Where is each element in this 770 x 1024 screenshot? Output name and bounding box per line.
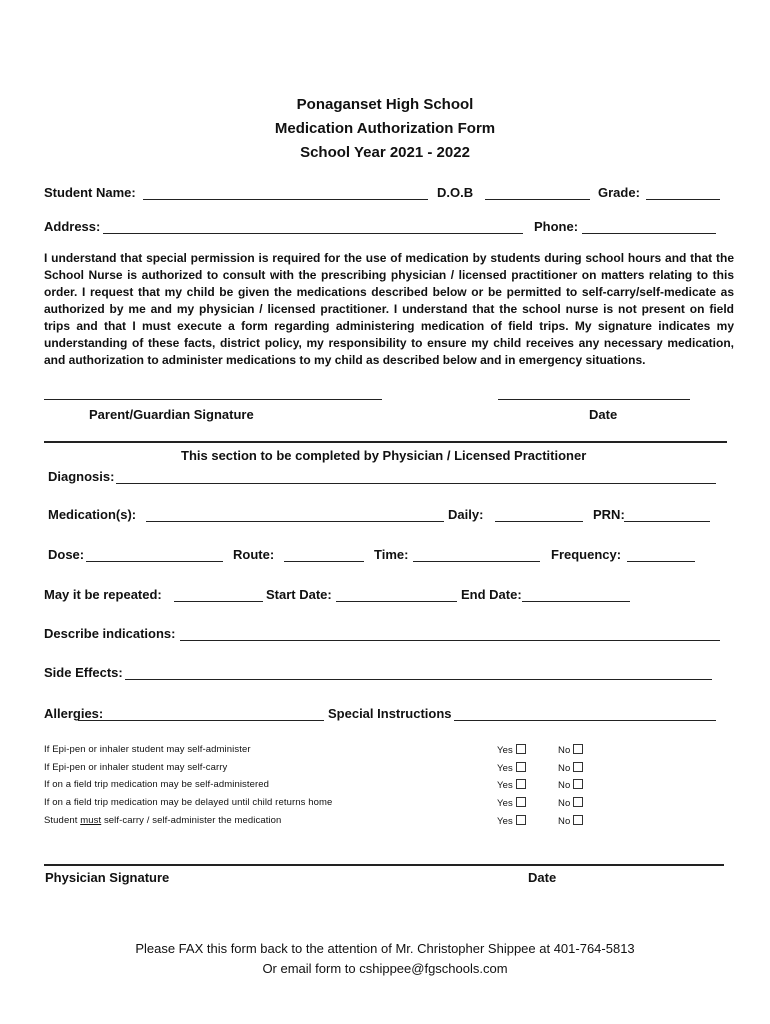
- parent-signature-line[interactable]: [44, 399, 382, 400]
- parent-date-label: Date: [589, 407, 618, 422]
- yes-label: Yes: [497, 798, 513, 809]
- no-label: No: [558, 745, 571, 756]
- section-divider: [44, 441, 727, 443]
- yes-checkbox[interactable]: [516, 797, 526, 807]
- yes-checkbox[interactable]: [516, 779, 526, 789]
- end-date-label: End Date:: [461, 587, 522, 602]
- grade-label: Grade:: [598, 185, 640, 200]
- checklist-no[interactable]: [558, 744, 583, 756]
- parent-signature-label: Parent/Guardian Signature: [89, 407, 254, 422]
- no-checkbox[interactable]: [573, 797, 583, 807]
- grade-field[interactable]: [646, 199, 720, 200]
- checklist-item: If Epi-pen or inhaler student may self-administer: [44, 744, 251, 755]
- checklist-no[interactable]: [558, 762, 583, 774]
- dose-label: Dose:: [48, 547, 85, 562]
- yes-checkbox[interactable]: [516, 815, 526, 825]
- dose-field[interactable]: [86, 561, 223, 562]
- phone-label: Phone:: [534, 219, 579, 234]
- address-field[interactable]: [103, 233, 523, 234]
- form-title: Medication Authorization Form: [274, 120, 496, 137]
- dob-label: D.O.B: [437, 185, 474, 200]
- checklist-yes[interactable]: [497, 815, 526, 827]
- school-name: Ponaganset High School: [296, 96, 474, 113]
- checklist-item-prefix: Student: [44, 815, 81, 826]
- physician-signature-line[interactable]: [44, 864, 724, 866]
- no-checkbox[interactable]: [573, 815, 583, 825]
- time-label: Time:: [374, 547, 409, 562]
- medications-label: Medication(s):: [48, 507, 137, 522]
- fax-instructions: Please FAX this form back to the attention of Mr. Christopher Shippee at 401-764-5813: [135, 941, 635, 956]
- address-label: Address:: [44, 219, 101, 234]
- yes-label: Yes: [497, 816, 513, 827]
- no-checkbox[interactable]: [573, 779, 583, 789]
- time-field[interactable]: [413, 561, 540, 562]
- diagnosis-field[interactable]: [116, 483, 716, 484]
- checklist-item: [44, 815, 281, 826]
- diagnosis-label: Diagnosis:: [48, 469, 115, 484]
- end-date-field[interactable]: [522, 601, 630, 602]
- yes-checkbox[interactable]: [516, 744, 526, 754]
- frequency-field[interactable]: [627, 561, 695, 562]
- special-instructions-field[interactable]: [454, 720, 716, 721]
- repeated-field[interactable]: [174, 601, 263, 602]
- dob-field[interactable]: [485, 199, 590, 200]
- checklist-item: If on a field trip medication may be delayed until child returns home: [44, 797, 333, 808]
- repeated-label: May it be repeated:: [44, 587, 162, 602]
- checklist-yes[interactable]: [497, 779, 526, 791]
- frequency-label: Frequency:: [551, 547, 622, 562]
- yes-label: Yes: [497, 763, 513, 774]
- no-label: No: [558, 816, 571, 827]
- special-instructions-label: Special Instructions: [328, 706, 452, 721]
- physician-date-label: Date: [528, 870, 557, 885]
- yes-checkbox[interactable]: [516, 762, 526, 772]
- checklist-item-emphasis: must: [80, 815, 102, 826]
- medications-field[interactable]: [146, 521, 444, 522]
- route-field[interactable]: [284, 561, 364, 562]
- checklist-yes[interactable]: [497, 797, 526, 809]
- start-date-field[interactable]: [336, 601, 457, 602]
- side-effects-field[interactable]: [125, 679, 712, 680]
- physician-section-heading: This section to be completed by Physician / Licensed Practitioner: [181, 448, 587, 463]
- no-checkbox[interactable]: [573, 744, 583, 754]
- no-label: No: [558, 798, 571, 809]
- school-year: School Year 2021 - 2022: [300, 144, 470, 161]
- no-label: No: [558, 763, 571, 774]
- no-label: No: [558, 780, 571, 791]
- consent-paragraph: I understand that special permission is required for the use of medication by students during school hours and that the School Nurse is authorized to consult with the prescribing physician / licensed practitioner on matters relating to this order. I request that my child be given the medications described below or be permitted to self-carry/self-medicate as authorized by me and my physician / licensed practitioner. I understand that the school nurse is not present on field trips and that I must execute a form regarding administering medication of field trips. My signature indicates my understanding of these facts, district policy, my responsibility to ensure my child receives any necessary medication, and authorization to administer medications to my child as described below and in emergency situations.: [44, 251, 734, 367]
- start-date-label: Start Date:: [266, 587, 332, 602]
- student-name-field[interactable]: [143, 199, 428, 200]
- checklist-no[interactable]: [558, 797, 583, 809]
- daily-label: Daily:: [448, 507, 484, 522]
- email-instructions: Or email form to cshippee@fgschools.com: [262, 961, 508, 976]
- route-label: Route:: [233, 547, 275, 562]
- side-effects-label: Side Effects:: [44, 665, 123, 680]
- daily-field[interactable]: [495, 521, 583, 522]
- indications-label: Describe indications:: [44, 626, 176, 641]
- phone-field[interactable]: [582, 233, 716, 234]
- physician-signature-label: Physician Signature: [45, 870, 170, 885]
- parent-date-line[interactable]: [498, 399, 690, 400]
- no-checkbox[interactable]: [573, 762, 583, 772]
- checklist-item: If Epi-pen or inhaler student may self-carry: [44, 762, 228, 773]
- checklist-item-suffix: self-carry / self-administer the medication: [101, 815, 282, 826]
- yes-label: Yes: [497, 745, 513, 756]
- prn-field[interactable]: [624, 521, 710, 522]
- prn-label: PRN:: [593, 507, 625, 522]
- checklist-item: If on a field trip medication may be self-administered: [44, 779, 270, 790]
- allergies-field[interactable]: [78, 720, 324, 721]
- checklist-yes[interactable]: [497, 744, 526, 756]
- yes-label: Yes: [497, 780, 513, 791]
- checklist-yes[interactable]: [497, 762, 526, 774]
- checklist-no[interactable]: [558, 779, 583, 791]
- allergies-label: Allergies:: [44, 706, 104, 721]
- indications-field[interactable]: [180, 640, 720, 641]
- checklist-no[interactable]: [558, 815, 583, 827]
- student-name-label: Student Name:: [44, 185, 136, 200]
